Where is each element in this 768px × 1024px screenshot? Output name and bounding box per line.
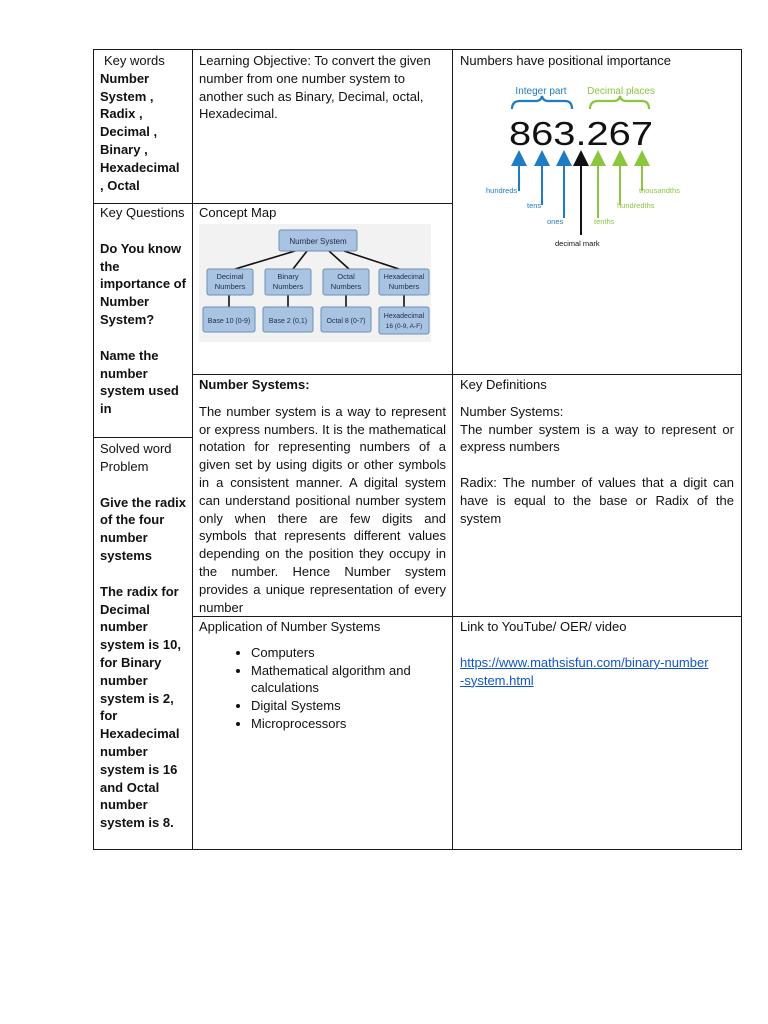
concept-octal-label2: Numbers — [330, 282, 362, 291]
list-item: • Computers — [251, 644, 446, 662]
concept-octal-label1: Octal — [337, 272, 355, 281]
solved-problem-title: Solved word Problem — [100, 441, 172, 474]
key-questions-cell — [93, 203, 193, 438]
positional-title: Numbers have positional importance — [460, 53, 671, 68]
learning-objective: Learning Objective: To convert the given number from one number system to another such as Binary, Decimal, octal, Hexadecimal. — [199, 53, 431, 122]
objective-cell — [192, 49, 453, 204]
key-question-1: Do You know the importance of Number System? — [100, 240, 186, 327]
definitions-cell — [452, 374, 742, 617]
decimal-brace — [590, 96, 649, 109]
solved-problem-question: Give the radix of the four number systems — [100, 494, 186, 563]
applications-title: Application of Number Systems — [199, 619, 381, 634]
integer-part-label: Integer part — [515, 86, 567, 97]
video-cell — [452, 616, 742, 850]
concept-base16-label2: 16 (0-9, A-F) — [385, 323, 423, 330]
concept-binary-label2: Numbers — [272, 282, 304, 291]
keywords-terms: Number System , Radix , Decimal , Binary , Hexadecimal , Octal — [100, 70, 180, 193]
tenths-label: tenths — [594, 217, 615, 226]
number-systems-cell — [192, 374, 453, 617]
concept-hex-label1: Hexadecimal — [383, 274, 425, 281]
concept-decimal-label1: Decimal — [216, 272, 244, 281]
video-title: Link to YouTube/ OER/ video — [460, 619, 627, 634]
definition-radix: Radix: The number of values that a digit can have is equal to the base or Radix of the system — [460, 475, 734, 526]
hundreds-label: hundreds — [486, 186, 518, 195]
concept-map-diagram — [199, 224, 431, 342]
concept-map-cell — [192, 203, 453, 375]
concept-base8-label: Octal 8 (0-7) — [326, 318, 366, 325]
applications-list — [199, 644, 446, 733]
concept-base16-label1: Hexadecimal — [383, 313, 425, 320]
positional-number: 863.267 — [509, 115, 653, 152]
decimal-mark-label: decimal mark — [555, 239, 600, 248]
thousandths-label: thousandths — [639, 186, 680, 195]
positional-cell — [452, 49, 742, 375]
concept-base10-label: Base 10 (0-9) — [207, 318, 251, 325]
definition-number-systems: The number system is a way to represent or express numbers — [460, 421, 734, 455]
positional-diagram — [481, 83, 711, 248]
hundredths-label: hundredths — [617, 201, 655, 210]
decimal-places-label: Decimal places — [587, 86, 655, 97]
keywords-title: Key words — [104, 53, 165, 68]
concept-map-title: Concept Map — [199, 205, 277, 220]
solved-problem-cell — [93, 437, 193, 850]
keywords-cell — [93, 49, 193, 204]
number-systems-title: Number Systems: — [199, 377, 310, 392]
ones-label: ones — [547, 217, 564, 226]
video-link[interactable]: https://www.mathsisfun.com/binary-number-system.html — [460, 654, 709, 688]
key-question-2: Name the number system used in — [100, 347, 179, 417]
list-item: • Mathematical algorithm and calculations — [251, 662, 446, 698]
concept-hex-label2: Numbers — [388, 282, 420, 291]
concept-decimal-label2: Numbers — [214, 282, 246, 291]
concept-binary-label1: Binary — [277, 272, 299, 281]
concept-root-label: Number System — [289, 237, 347, 246]
tens-label: tens — [527, 201, 542, 210]
key-questions-title: Key Questions — [100, 205, 185, 220]
definition-number-systems-heading: Number Systems: — [460, 403, 564, 419]
list-item: • Microprocessors — [251, 715, 446, 733]
number-systems-body: The number system is a way to represent or express numbers. It is the mathematical notation for representing numbers of a given set by using digits or other symbols in a consistent manner. A digital system can understand positional number system only when there are few digits and symbols that represents different values depending on the position they occupy in the number. Hence Number system provides a unique representation of every number — [199, 403, 446, 615]
list-item: • Digital Systems — [251, 697, 446, 715]
solved-problem-answer: The radix for Decimal number system is 10, for Binary number system is 2, for Hexadecimal number system is 16 and Octal number system is 8. — [100, 583, 181, 831]
applications-cell — [192, 616, 453, 850]
concept-base2-label: Base 2 (0,1) — [268, 318, 308, 325]
definitions-title: Key Definitions — [460, 377, 547, 392]
integer-brace — [512, 96, 572, 109]
